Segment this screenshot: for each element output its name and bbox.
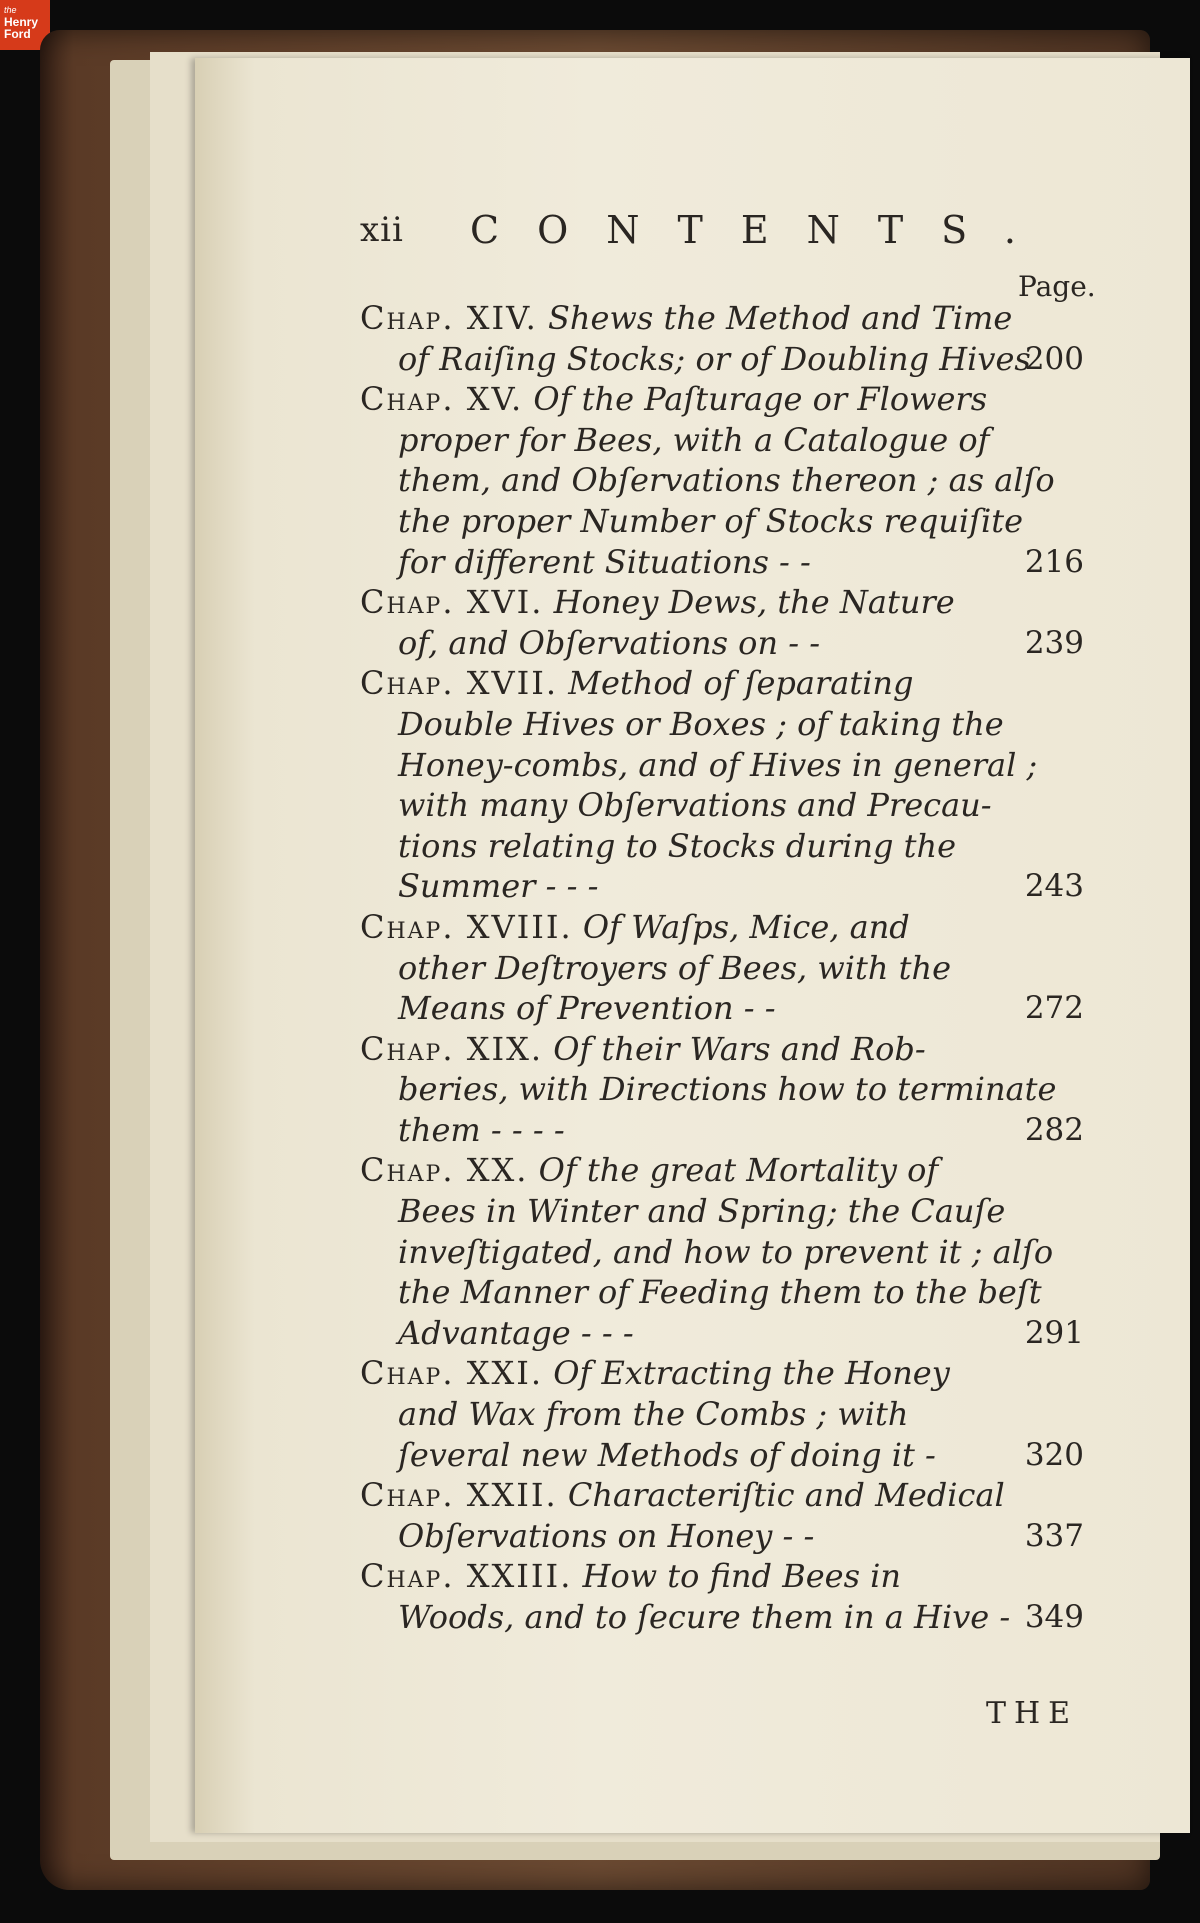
toc-entry-line	[360, 1353, 1080, 1394]
chapter-title: Method of ſeparating	[558, 664, 914, 703]
page-number: 272	[1024, 990, 1084, 1027]
chapter-title: Of their Wars and Rob-	[543, 1029, 926, 1068]
toc-entry	[360, 907, 1084, 1029]
toc-entry-line: of, and Obſervations on - -	[398, 623, 821, 662]
toc-entry-line: tions relating to Stocks during the	[398, 826, 957, 865]
toc-entry-line: ſeveral new Methods of doing it -	[398, 1435, 936, 1474]
toc-entry-line	[360, 907, 1080, 948]
chapter-title: Honey Dews, the Nature	[543, 583, 955, 622]
chapter-number: Chap. XXIII.	[360, 1557, 573, 1596]
chapter-title: Shews the Method and Time	[537, 299, 1013, 337]
page-number: 320	[1024, 1436, 1084, 1473]
toc-entry-line: and Wax from the Combs ; with	[398, 1395, 909, 1434]
toc-entry-line	[360, 1029, 1080, 1070]
toc-entry-line	[360, 663, 1080, 704]
chapter-number: Chap. XIX.	[360, 1029, 544, 1068]
toc-entry	[360, 1029, 1084, 1151]
page-number: 282	[1024, 1111, 1084, 1148]
page-header	[360, 208, 1054, 270]
toc-entry-line: with many Obſervations and Precau-	[398, 786, 992, 825]
toc-entry-line: Woods, and to ſecure them in a Hive -	[398, 1598, 1011, 1636]
toc-entry	[360, 663, 1084, 907]
table-of-contents	[360, 298, 1084, 1638]
toc-entry-line: of Raiſing Stocks; or of Doubling Hives	[398, 339, 1031, 378]
page-number: 291	[1024, 1314, 1084, 1351]
chapter-number: Chap. XIV.	[360, 299, 538, 337]
chapter-title: Characteriſtic and Medical	[557, 1476, 1005, 1515]
toc-entry-line: beries, with Directions how to terminate	[398, 1070, 1057, 1109]
chapter-number: Chap. XXII.	[360, 1476, 558, 1515]
chapter-number: Chap. XXI.	[360, 1354, 544, 1393]
logo-name: Henry Ford	[4, 15, 39, 41]
toc-entry-line: the Manner of Feeding them to the beſt	[398, 1273, 1042, 1312]
toc-entry-line: inveſtigated, and how to prevent it ; alſo	[398, 1232, 1054, 1271]
chapter-number: Chap. XVIII.	[360, 907, 573, 946]
toc-entry-line: Double Hives or Boxes ; of taking the	[398, 704, 1004, 743]
toc-entry-line: Means of Prevention - -	[398, 989, 776, 1028]
chapter-number: Chap. XV.	[360, 380, 524, 419]
toc-entry-line	[360, 298, 1080, 339]
toc-entry-line: Honey-combs, and of Hives in general ;	[398, 745, 1038, 784]
toc-entry	[360, 582, 1084, 663]
toc-entry-line	[360, 1475, 1080, 1516]
folio-number: xii	[360, 210, 404, 250]
page-column-label: Page.	[1018, 270, 1096, 303]
toc-entry-line: Obſervations on Honey - -	[398, 1516, 815, 1555]
toc-entry	[360, 1353, 1084, 1475]
toc-entry-line: the proper Number of Stocks requiſite	[398, 501, 1024, 540]
chapter-title: How to find Bees in	[572, 1557, 902, 1596]
toc-entry-line: proper for Bees, with a Catalogue of	[398, 420, 990, 459]
toc-entry	[360, 1556, 1084, 1637]
running-title: CONTENTS.	[470, 208, 1054, 252]
chapter-title: Of Extracting the Honey	[543, 1354, 950, 1393]
page-number: 200	[1024, 340, 1084, 377]
chapter-title: Of the Paſturage or Flowers	[523, 380, 988, 419]
chapter-title: Of Waſps, Mice, and	[572, 907, 910, 946]
toc-entry-line: them - - - -	[398, 1110, 565, 1149]
toc-entry	[360, 298, 1084, 379]
toc-entry-line	[360, 1150, 1080, 1191]
page-number: 337	[1024, 1517, 1084, 1554]
toc-entry-line	[360, 379, 1080, 420]
catchword: THE	[986, 1696, 1079, 1731]
page-number: 243	[1024, 868, 1084, 905]
toc-entry-line: other Deſtroyers of Bees, with the	[398, 948, 952, 987]
toc-entry-line: them, and Obſervations thereon ; as alſo	[398, 461, 1055, 500]
logo-prefix: the	[4, 5, 17, 15]
page-number: 239	[1024, 624, 1084, 661]
toc-entry-line	[360, 582, 1080, 623]
chapter-number: Chap. XVI.	[360, 583, 544, 622]
toc-entry-line: Summer - - -	[398, 867, 599, 906]
chapter-title: Of the great Mortality of	[528, 1151, 939, 1190]
toc-entry	[360, 1150, 1084, 1353]
toc-entry-line: Bees in Winter and Spring; the Cauſe	[398, 1192, 1006, 1231]
toc-entry-line: for different Situations - -	[398, 542, 811, 581]
toc-entry	[360, 379, 1084, 582]
page-number: 349	[1024, 1599, 1084, 1635]
toc-entry	[360, 1475, 1084, 1556]
toc-entry-line: Advantage - - -	[398, 1313, 634, 1352]
toc-entry-line	[360, 1556, 1080, 1597]
page-number: 216	[1024, 543, 1084, 580]
chapter-number: Chap. XVII.	[360, 664, 559, 703]
chapter-number: Chap. XX.	[360, 1151, 529, 1190]
